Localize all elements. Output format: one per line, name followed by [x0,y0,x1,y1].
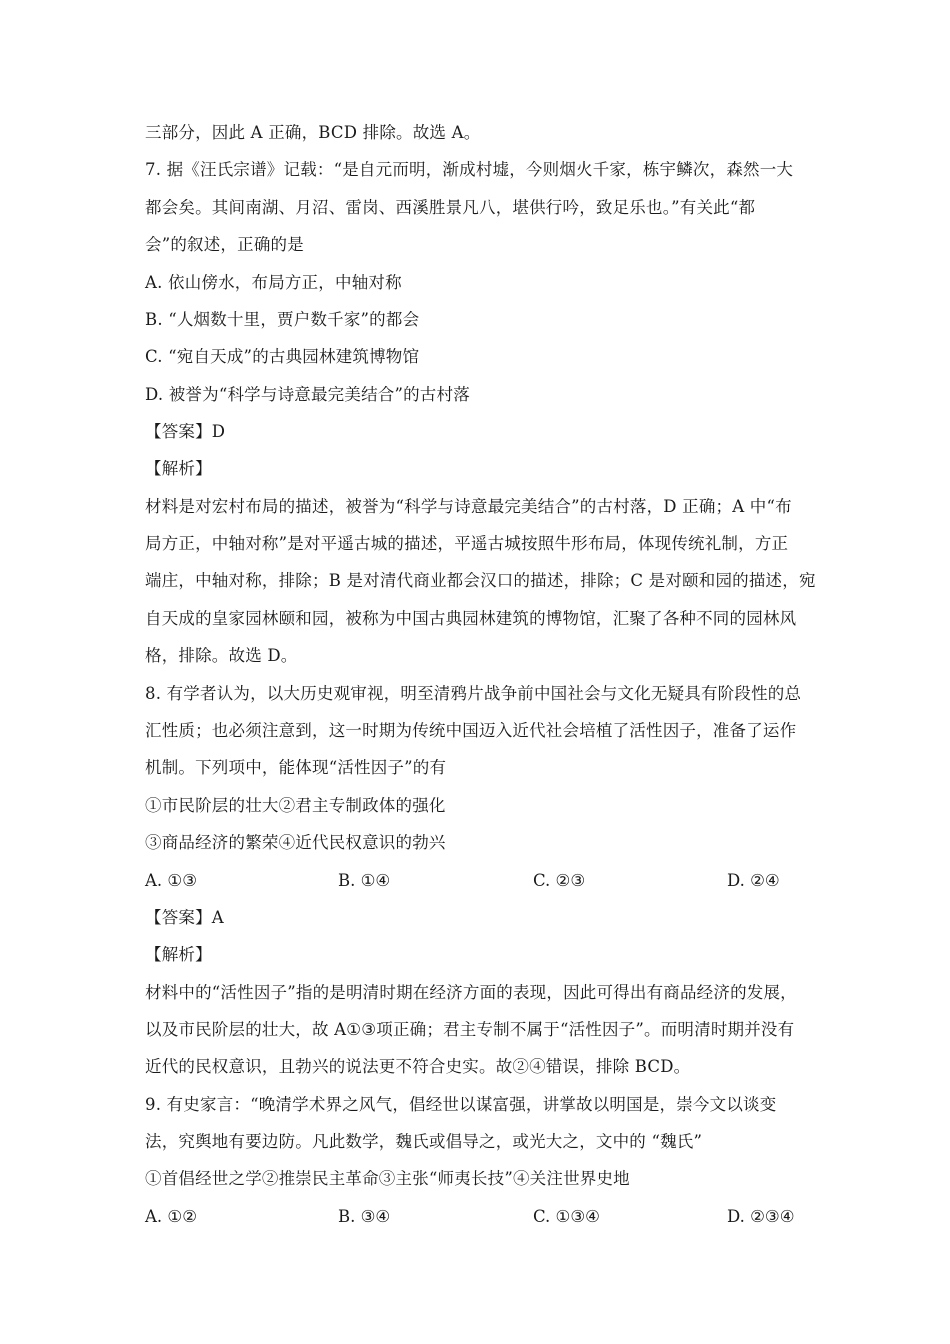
question-8-stem: 机制。下列项中，能体现“活性因子”的有 [145,758,447,777]
question-9-stem: 9. 有史家言：“晚清学术界之风气，倡经世以谋富强，讲掌故以明国是，崇今文以谈变 [145,1095,777,1114]
question-7-answer: 【答案】D [145,422,226,441]
question-8-explanation: 材料中的“活性因子”指的是明清时期在经济方面的表现，因此可得出有商品经济的发展， [145,983,797,1002]
question-8-stem: 汇性质；也必须注意到，这一时期为传统中国迈入近代社会培植了活性因子，准备了运作 [145,721,797,740]
text-line: 三部分，因此 A 正确，BCD 排除。故选 A。 [145,123,481,142]
question-8-items: ①市民阶层的壮大②君主专制政体的强化 [145,796,446,815]
question-9-option-c: C. ①③④ [533,1207,600,1226]
question-8-explanation: 近代的民权意识，且勃兴的说法更不符合史实。故②④错误，排除 BCD。 [145,1057,691,1076]
question-9-options [145,1206,815,1228]
question-9-items: ①首倡经世之学②推崇民主革命③主张“师夷长技”④关注世界史地 [145,1169,630,1188]
question-7-option-a: A. 依山傍水，布局方正，中轴对称 [145,273,402,292]
question-7-stem: 7. 据《汪氏宗谱》记载：“是自元而明，渐成村墟，今则烟火千家，栋宇鳞次，森然一大 [145,160,794,179]
question-9-option-b: B. ③④ [338,1207,391,1226]
question-8-items: ③商品经济的繁荣④近代民权意识的勃兴 [145,833,446,852]
question-8-option-a: A. ①③ [145,871,197,890]
question-8-explanation: 以及市民阶层的壮大，故 A①③项正确；君主专制不属于“活性因子”。而明清时期并没有 [145,1020,795,1039]
question-7-stem: 会”的叙述，正确的是 [145,235,304,254]
question-9-stem: 法，究舆地有要边防。凡此数学，魏氏或倡导之，或光大之，文中的 “魏氏” [145,1132,703,1151]
question-8-explanation-heading: 【解析】 [145,945,212,964]
question-7-explanation: 端庄，中轴对称，排除；B 是对清代商业都会汉口的描述，排除；C 是对颐和园的描述，宛 [145,571,816,590]
question-8-stem: 8. 有学者认为，以大历史观审视，明至清鸦片战争前中国社会与文化无疑具有阶段性的总 [145,684,802,703]
question-7-explanation: 局方正，中轴对称”是对平遥古城的描述，平遥古城按照牛形布局，体现传统礼制，方正 [145,534,789,553]
question-8-option-c: C. ②③ [533,871,586,890]
question-9-option-a: A. ①② [145,1207,197,1226]
question-8-option-b: B. ①④ [338,871,391,890]
question-9-option-d: D. ②③④ [727,1207,795,1226]
question-7-explanation: 自天成的皇家园林颐和园，被称为中国古典园林建筑的博物馆，汇聚了各种不同的园林风 [145,609,797,628]
question-7-explanation-heading: 【解析】 [145,459,212,478]
question-8-answer: 【答案】A [145,908,224,927]
question-7-explanation: 材料是对宏村布局的描述，被誉为“科学与诗意最完美结合”的古村落，D 正确；A 中“布 [145,497,792,516]
question-8-options [145,870,815,892]
question-7-option-d: D. 被誉为“科学与诗意最完美结合”的古村落 [145,385,470,404]
question-7-stem: 都会矣。其间南湖、月沼、雷岗、西溪胜景凡八，堪供行吟，致足乐也。”有关此“都 [145,198,756,217]
question-7-option-c: C. “宛自天成”的古典园林建筑博物馆 [145,347,420,366]
question-8-option-d: D. ②④ [727,871,780,890]
question-7-explanation: 格，排除。故选 D。 [145,646,298,665]
question-7-option-b: B. “人烟数十里，贾户数千家”的都会 [145,310,420,329]
